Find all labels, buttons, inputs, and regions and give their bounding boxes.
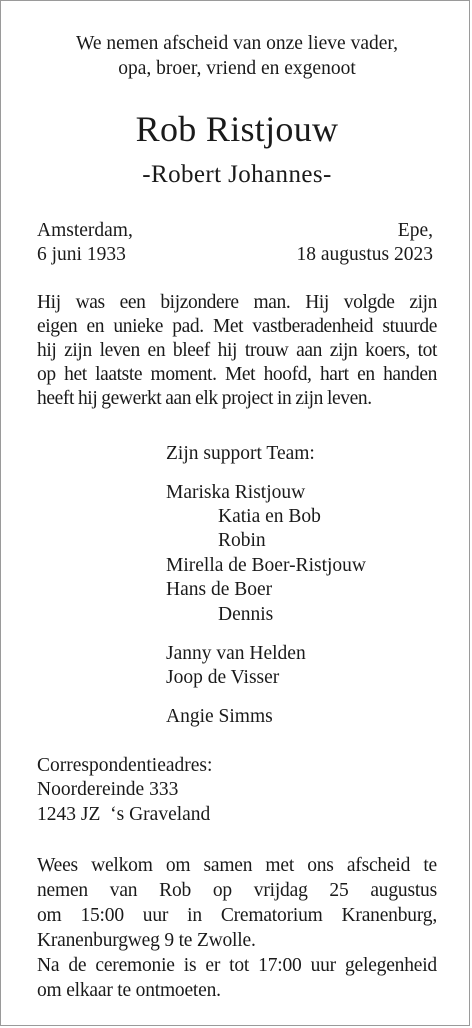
closing-line: om 15:00 uur in Crematorium Kranenburg, bbox=[37, 905, 437, 926]
team-member: Joop de Visser bbox=[166, 667, 280, 688]
team-member: Katia en Bob bbox=[218, 506, 321, 527]
intro-line-2: opa, broer, vriend en exgenoot bbox=[118, 58, 356, 79]
closing-line: Na de ceremonie is er tot 17:00 uur gelegenheid bbox=[37, 955, 437, 976]
team-member: Mirella de Boer-Ristjouw bbox=[166, 555, 366, 576]
birth-date: 6 juni 1933 bbox=[37, 244, 126, 265]
birth-place: Amsterdam, bbox=[37, 220, 133, 241]
death-date: 18 augustus 2023 bbox=[296, 244, 433, 265]
tribute-line: hij zijn leven en bleef hij trouw aan zijn koers, tot bbox=[37, 340, 437, 361]
intro-line-1: We nemen afscheid van onze lieve vader, bbox=[76, 33, 398, 54]
team-member: Mariska Ristjouw bbox=[166, 482, 306, 503]
closing-line: nemen van Rob op vrijdag 25 augustus bbox=[37, 880, 437, 901]
team-member: Hans de Boer bbox=[166, 579, 273, 600]
correspondence-city: 1243 JZ ‘s Graveland bbox=[37, 804, 211, 825]
team-member: Janny van Helden bbox=[166, 643, 306, 664]
correspondence-label: Correspondentieadres: bbox=[37, 755, 213, 776]
tribute-line: heeft hij gewerkt aan elk project in zijn leven. bbox=[37, 388, 372, 409]
tribute-line: Hij was een bijzondere man. Hij volgde zijn bbox=[37, 292, 437, 313]
tribute-line: op het laatste moment. Met hoofd, hart en handen bbox=[37, 364, 437, 385]
deceased-name: Rob Ristjouw bbox=[135, 109, 339, 149]
closing-line: Wees welkom om samen met ons afscheid te bbox=[37, 855, 437, 876]
correspondence-street: Noordereinde 333 bbox=[37, 779, 179, 800]
deceased-full-name: -Robert Johannes- bbox=[142, 161, 332, 188]
death-place: Epe, bbox=[397, 220, 433, 241]
team-member: Robin bbox=[218, 530, 266, 551]
tribute-line: eigen en unieke pad. Met vastberadenheid stuurde bbox=[37, 316, 437, 337]
closing-line: om elkaar te ontmoeten. bbox=[37, 980, 221, 1001]
closing-line: Kranenburgweg 9 te Zwolle. bbox=[37, 930, 256, 951]
team-member: Angie Simms bbox=[166, 706, 273, 727]
team-heading: Zijn support Team: bbox=[166, 443, 315, 464]
team-member: Dennis bbox=[218, 604, 274, 625]
